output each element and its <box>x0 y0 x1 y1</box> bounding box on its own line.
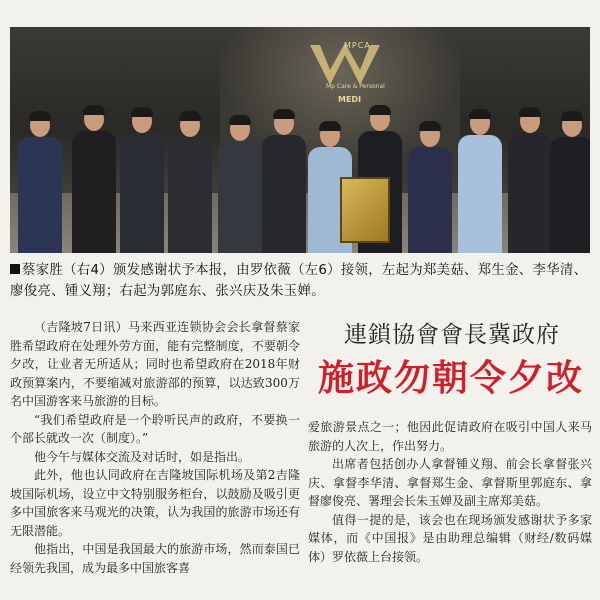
paragraph: 值得一提的是，该会也在现场颁发感谢状予多家媒体，而《中国报》是由助理总编辑（财经/数码媒体）罗依薇上台接领。 <box>308 512 592 564</box>
logo-sub-text: Mp Care & Personal <box>326 83 385 90</box>
paragraph: 他今午与媒体交流及对话时，如是指出。 <box>34 449 251 464</box>
caption-text: 蔡家胜（右4）颁发感谢状予本报，由罗依薇（左6）接领，左起为郑美菇、郑生金、李华清、廖俊亮、锺义翔；右起为郭庭东、张兴庆及朱玉婵。 <box>10 263 588 299</box>
news-photo <box>10 27 590 253</box>
paragraph: “我们希望政府是一个聆听民声的政府，不要换一个部长就改一次（制度）。” <box>10 412 300 445</box>
article-right-column <box>308 418 592 566</box>
paragraph: 他指出，中国是我国最大的旅游市场，然而泰国已经领先我国，成为最多中国旅客喜 <box>10 542 300 575</box>
article-left-column <box>10 318 300 577</box>
paragraph: （吉隆坡7日讯）马来西亚连锁协会会长拿督蔡家胜希望政府在处理外劳方面，能有完整制度，不要朝令夕改，让业者无所适从；同时也希望政府在2018年财政预算案内，不要缩减对旅游部的预算，以达致300万名中国游客来马旅游的目标。 <box>10 320 300 408</box>
headline-line-1: 連鎖協會會長冀政府 <box>344 322 560 348</box>
paragraph: 爱旅游景点之一；他因此促请政府在吸引中国人来马旅游的人次上，作出努力。 <box>308 420 592 453</box>
photo-caption <box>10 260 590 302</box>
headline-line-2: 施政勿朝令夕改 <box>317 358 584 399</box>
logo-top-text: MPCA <box>344 41 371 50</box>
award-plaque <box>340 177 390 243</box>
caption-square-icon <box>10 264 20 274</box>
paragraph: 此外，他也认同政府在吉隆坡国际机场及第2吉隆坡国际机场，设立中文特别服务柜台，以鼓励及吸引更多中国旅客来马观光的决策，认为我国的旅游市场还有无限潜能。 <box>10 468 300 538</box>
paragraph: 出席者包括创办人拿督锺义翔、前会长拿督张兴庆、拿督李华清、拿督郑生金、拿督斯里郭庭东、拿督廖俊亮、署理会长朱玉婵及副主席郑美菇。 <box>308 457 592 508</box>
logo-medi-text: MEDI <box>338 95 362 104</box>
